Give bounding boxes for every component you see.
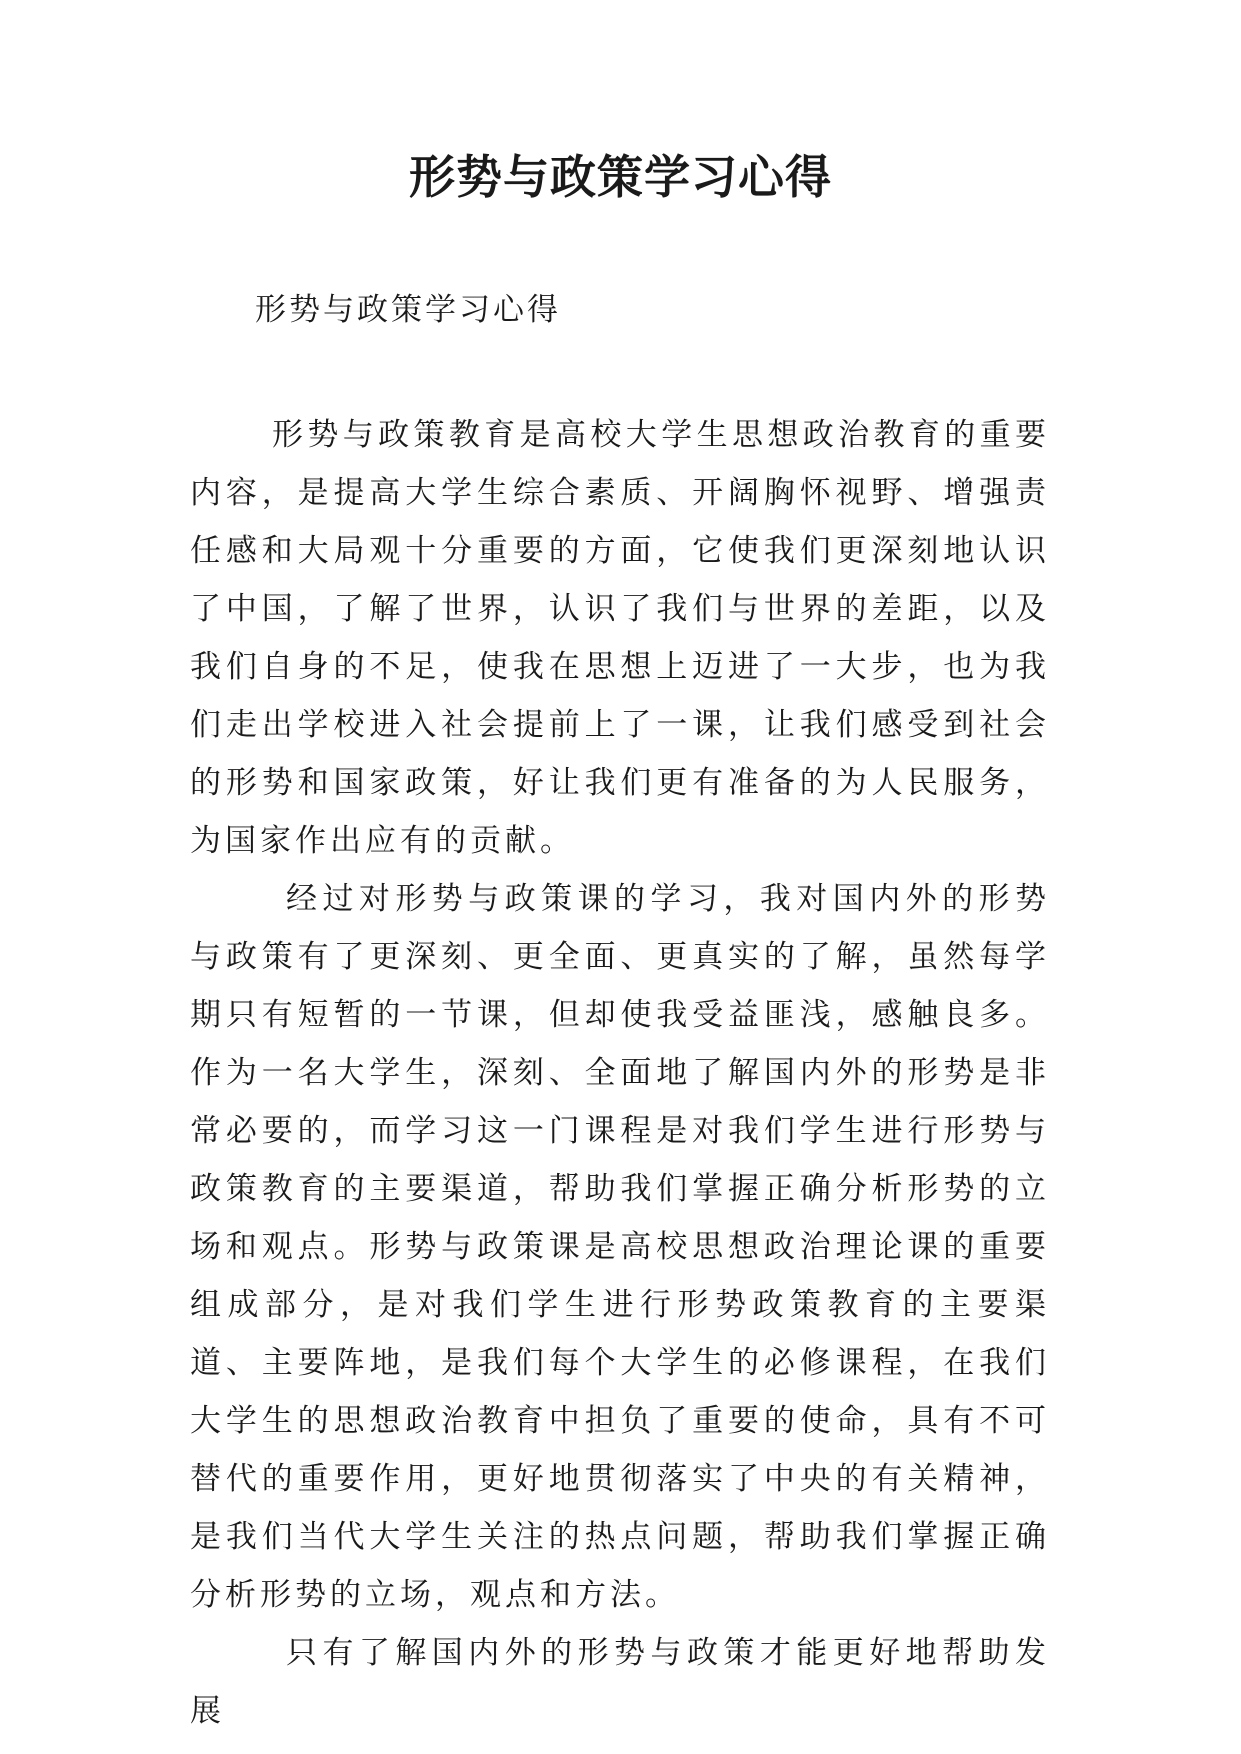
paragraph-2: 经过对形势与政策课的学习，我对国内外的形势与政策有了更深刻、更全面、更真实的了解，虽然每学期只有短暂的一节课，但却使我受益匪浅，感触良多。作为一名大学生，深刻、全面地了解国内外的形势是非常必要的，而学习这一门课程是对我们学生进行形势与政策教育的主要渠道，帮助我们掌握正确分析形势的立场和观点。形势与政策课是高校思想政治理论课的重要组成部分，是对我们学生进行形势政策教育的主要渠道、主要阵地，是我们每个大学生的必修课程，在我们大学生的思想政治教育中担负了重要的使命，具有不可替代的重要作用，更好地贯彻落实了中央的有关精神，是我们当代大学生关注的热点问题，帮助我们掌握正确分析形势的立场，观点和方法。 xyxy=(190,881,1050,1613)
document-body xyxy=(190,406,1050,1740)
paragraph-3: 只有了解国内外的形势与政策才能更好地帮助发展 xyxy=(190,1635,1050,1729)
paragraph-1: 形势与政策教育是高校大学生思想政治教育的重要内容，是提高大学生综合素质、开阔胸怀视野、增强责任感和大局观十分重要的方面，它使我们更深刻地认识了中国，了解了世界，认识了我们与世界的差距，以及我们自身的不足，使我在思想上迈进了一大步，也为我们走出学校进入社会提前上了一课，让我们感受到社会的形势和国家政策，好让我们更有准备的为人民服务，为国家作出应有的贡献。 xyxy=(190,417,1050,859)
document-title: 形势与政策学习心得 xyxy=(409,150,832,204)
document-subtitle: 形势与政策学习心得 xyxy=(255,292,561,328)
